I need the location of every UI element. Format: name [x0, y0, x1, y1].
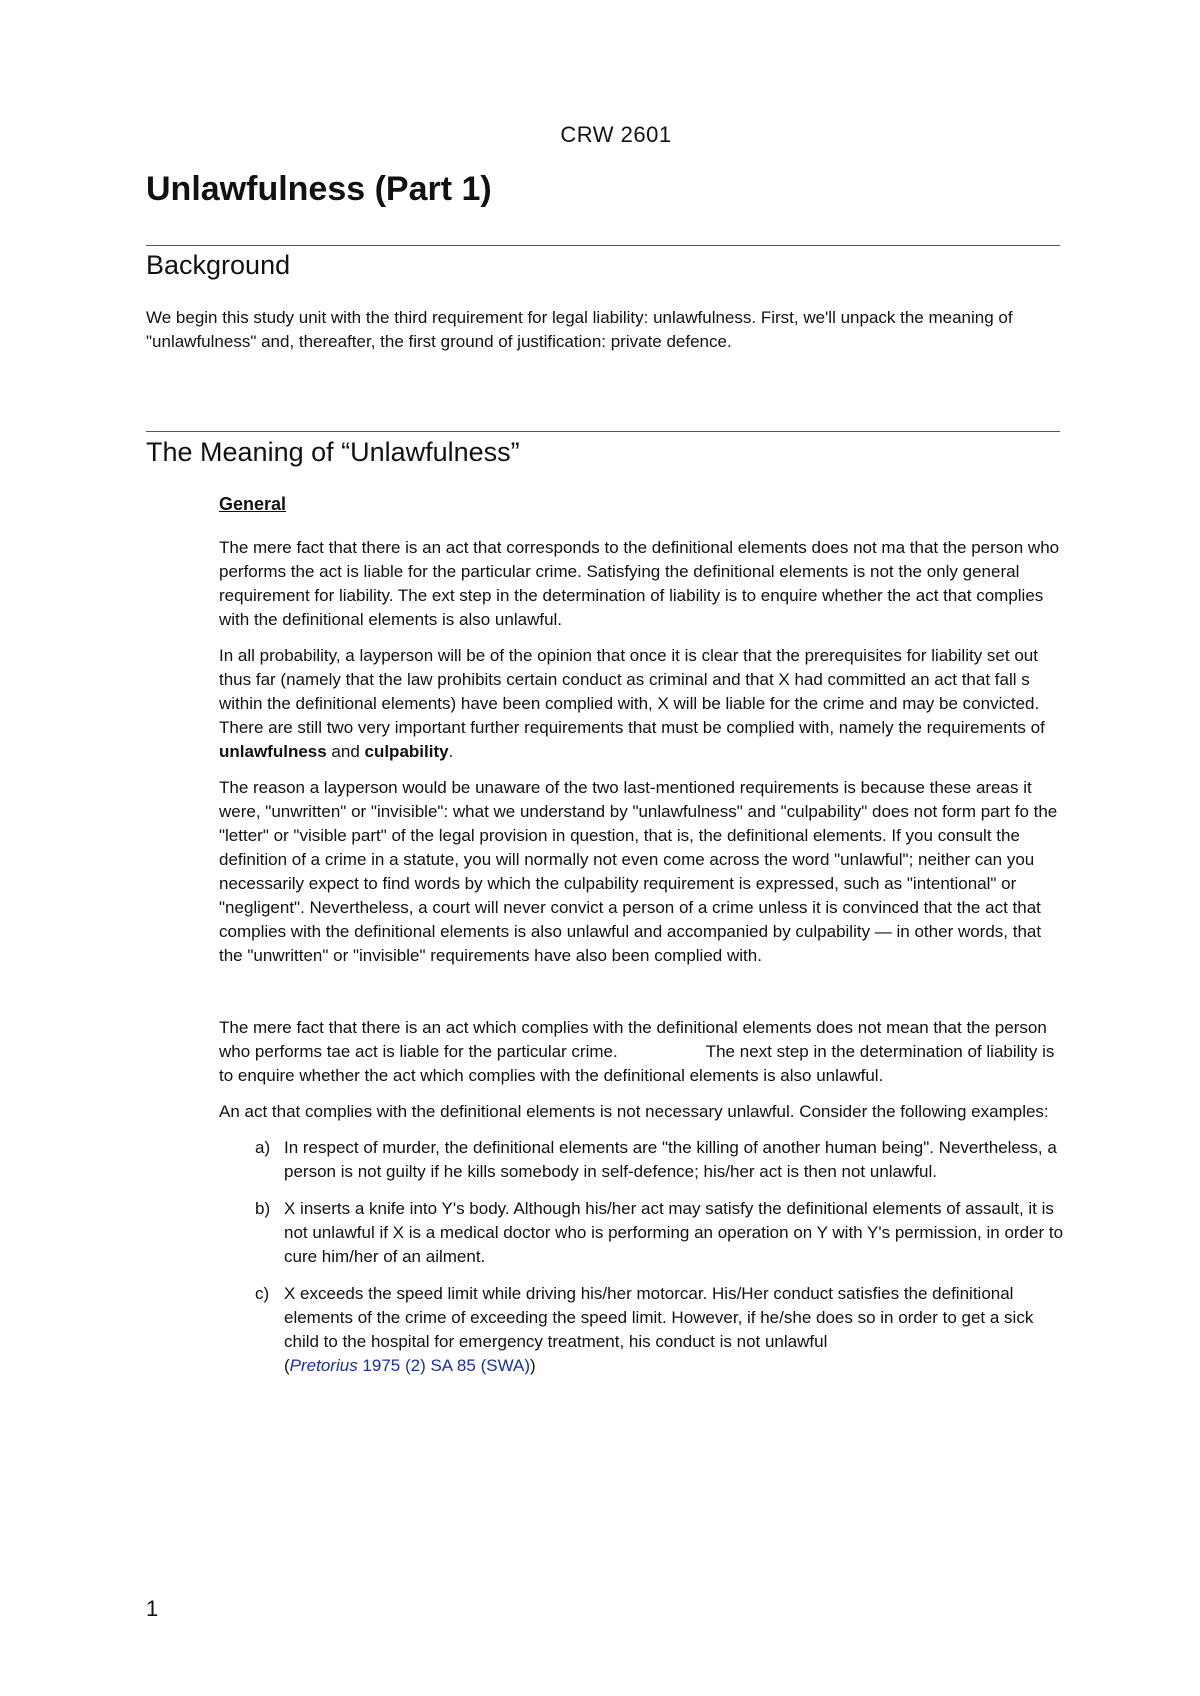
- case-close-paren: ): [529, 1356, 536, 1375]
- meaning-paragraph-2: [219, 644, 1069, 764]
- list-marker: c): [255, 1284, 270, 1303]
- case-name: Pretorius: [289, 1356, 358, 1375]
- background-paragraph: We begin this study unit with the third requirement for legal liability: unlawfulness. First, we'll unpack the meaning of "unlawfulness" and, thereafter, the first ground of justification: private defence.: [146, 308, 1013, 351]
- term-unlawfulness: unlawfulness: [219, 742, 327, 761]
- meaning-heading: The Meaning of “Unlawfulness”: [146, 437, 520, 467]
- case-citation: 1975 (2) SA 85 (SWA): [357, 1356, 530, 1375]
- list-item-text: In respect of murder, the definitional elements are "the killing of another human being". Nevertheless, a person is not guilty if he kills somebody in self-defence; his/her act is then not unlawful.: [284, 1138, 1057, 1181]
- page-number: 1: [146, 1596, 159, 1621]
- para4-second-sentence: The next step in the determination of liability is to enquire whether the act which complies with the definitional elements is also unlawful.: [219, 1042, 1055, 1085]
- list-item: [219, 1136, 1069, 1184]
- para4-first-sentence: The mere fact that there is an act which complies with the definitional elements does not mean that the person who performs tae act is liable for the particular crime.: [219, 1018, 1047, 1061]
- examples-list: [219, 1136, 1069, 1378]
- list-marker: a): [255, 1138, 271, 1157]
- list-item-text: X inserts a knife into Y's body. Although his/her act may satisfy the definitional elements of assault, it is not unlawful if X is a medical doctor who is performing an operation on Y with Y's permission, in order to cure him/her of an ailment.: [284, 1199, 1064, 1266]
- para2-text: In all probability, a layperson will be of the opinion that once it is clear that the prerequisites for liability set out thus far (namely that the law prohibits certain conduct as criminal and that X had committed an act that fall s within the definitional elements) have been complied with, X will be liable for the crime and may be convicted. There are still two very important further requirements that must be complied with, namely the requirements of: [219, 646, 1045, 737]
- background-heading: Background: [146, 250, 291, 280]
- section-divider: [146, 245, 1060, 246]
- list-marker: b): [255, 1199, 271, 1218]
- course-code: CRW 2601: [560, 122, 672, 147]
- general-subheading: General: [219, 494, 287, 514]
- meaning-section-body: [219, 492, 1069, 1391]
- list-item: [219, 1197, 1069, 1269]
- meaning-paragraph-3: The reason a layperson would be unaware of the two last-mentioned requirements is because these areas it were, "unwritten" or "invisible": what we understand by "unlawfulness" and "culpability" does not form part fo the "letter" or "visible part" of the legal provision in question, that is, the definitional elements. If you consult the definition of a crime in a statute, you will normally not even come across the word "unlawful"; neither can you necessarily expect to find words by which the culpability requirement is expressed, such as "intentional" or "negligent". Nevertheless, a court will never convict a person of a crime unless it is convinced that the act that complies with the definitional elements is also unlawful and accompanied by culpability — in other words, that the "unwritten" or "invisible" requirements have also been complied with.: [219, 778, 1058, 965]
- para2-end: .: [448, 742, 454, 761]
- term-culpability: culpability: [364, 742, 449, 761]
- meaning-paragraph-1: The mere fact that there is an act that corresponds to the definitional elements does not ma that the person who performs the act is liable for the particular crime. Satisfying the definitional elements is not the only general requirement for liability. The ext step in the determination of liability is to enquire whether the act that complies with the definitional elements is also unlawful.: [219, 538, 1060, 629]
- case-reference-link[interactable]: [290, 1356, 530, 1375]
- section-divider: [146, 431, 1060, 432]
- list-item: [219, 1282, 1069, 1378]
- document-title: Unlawfulness (Part 1): [146, 170, 492, 208]
- case-open-paren: (: [284, 1356, 290, 1375]
- para2-conjunction: and: [326, 742, 365, 761]
- meaning-paragraph-4: [219, 1016, 1069, 1088]
- meaning-paragraph-5: An act that complies with the definitional elements is not necessary unlawful. Consider the following examples:: [219, 1102, 1049, 1121]
- list-item-text: X exceeds the speed limit while driving his/her motorcar. His/Her conduct satisfies the definitional elements of the crime of exceeding the speed limit. However, if he/she does so in order to get a sick child to the hospital for emergency treatment, his conduct is not unlawful: [284, 1284, 1034, 1351]
